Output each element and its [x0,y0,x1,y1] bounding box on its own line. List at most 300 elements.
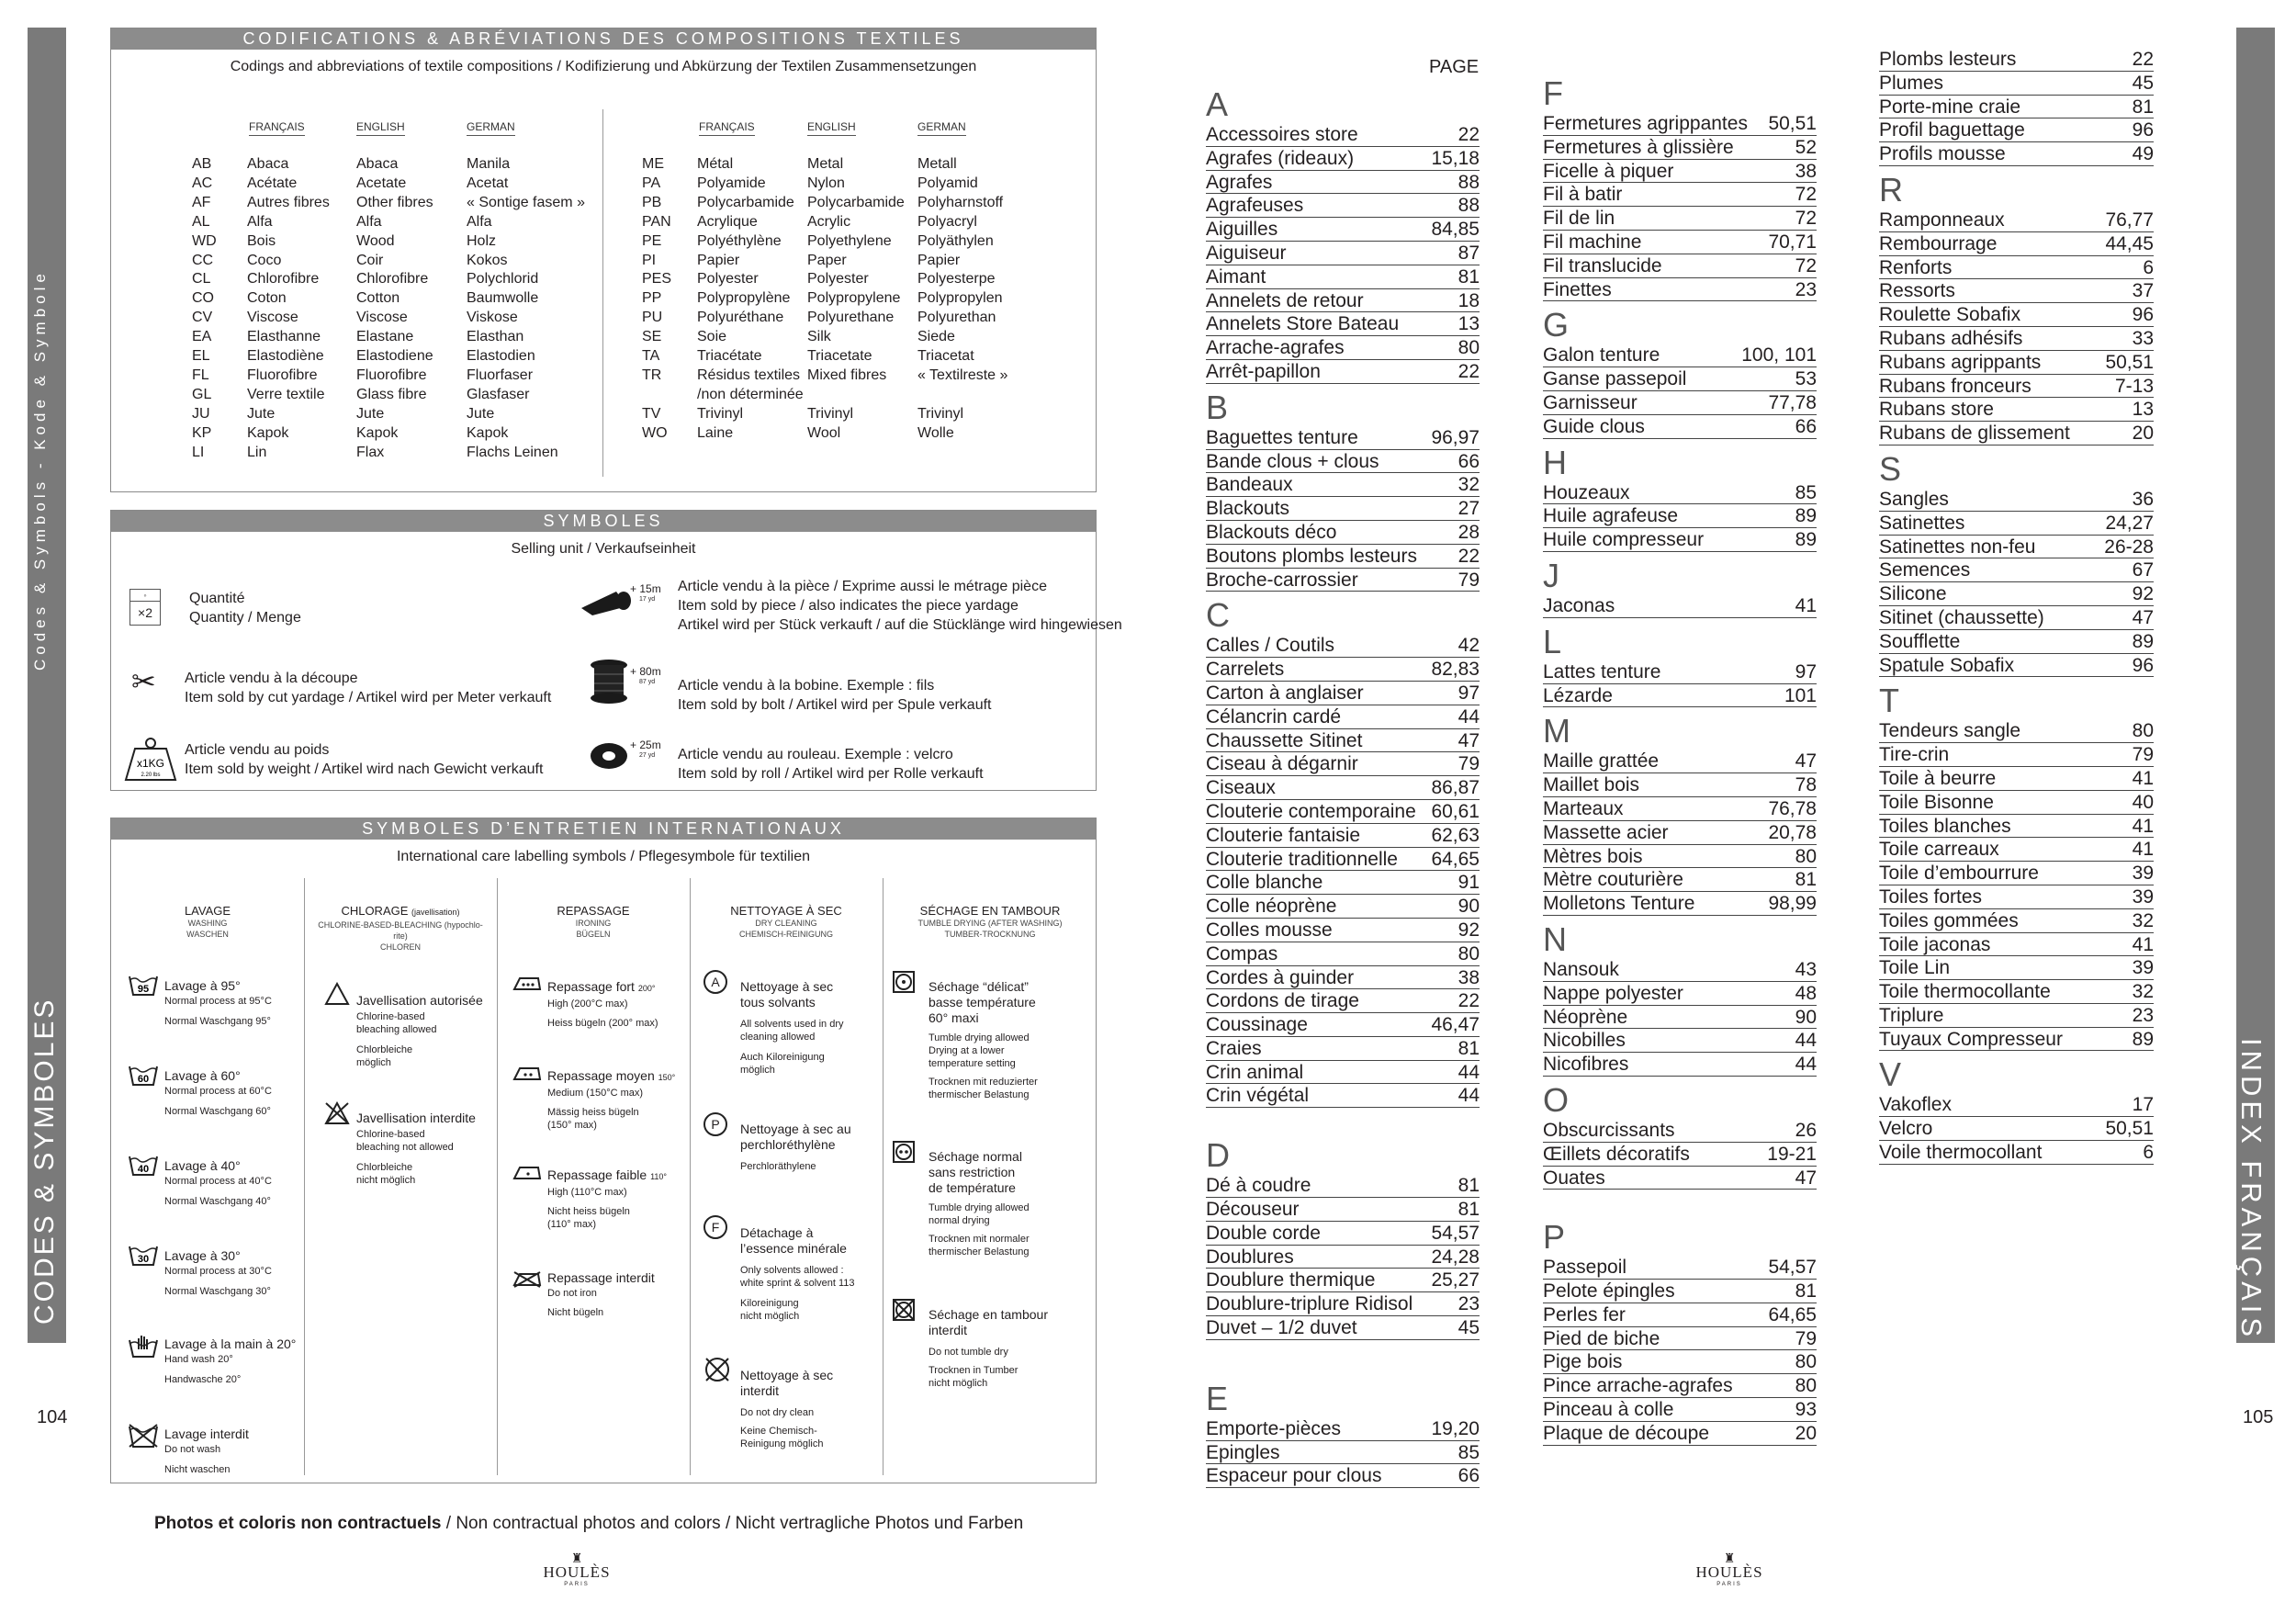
index-entry-label: Clouterie contemporaine [1206,800,1416,822]
index-entry[interactable] [1543,1029,1817,1053]
index-entry-page: 6 [2143,256,2154,278]
compositions-divider [602,109,603,477]
index-entry-page: 44 [1795,1054,1817,1076]
tumble-forbidden-icon [892,1298,916,1326]
index-entry[interactable] [1879,142,2154,166]
index-entry-page: 86,87 [1431,777,1480,799]
index-entry-page: 87 [1458,242,1480,264]
index-entry-page: 80 [1458,337,1480,359]
index-entry-label: Fil à batir [1543,184,1623,206]
care-divider-2 [497,878,498,1475]
index-entry[interactable] [1879,885,2154,909]
index-entry[interactable] [1206,871,1480,895]
index-entry[interactable] [1879,767,2154,791]
tumble-normal-text: Séchage normal sans restriction de température Tumble drying allowed normal drying Trocknen mit normaler thermischer Belastung [929,1149,1030,1257]
index-entry-page: 7-13 [2114,375,2154,397]
composition-name: Abaca [356,156,399,172]
index-entry[interactable] [1879,279,2154,303]
index-entry[interactable] [1879,582,2154,606]
index-entry[interactable] [1543,1327,1817,1351]
composition-code: LI [192,444,205,460]
index-entry[interactable] [1206,634,1480,658]
composition-code: PE [642,232,662,249]
index-entry[interactable] [1879,862,2154,885]
index-entry[interactable] [1206,752,1480,776]
index-entry-page: 25,27 [1431,1269,1480,1291]
index-entry-page: 13 [1458,313,1480,335]
index-entry[interactable] [1543,1167,1817,1190]
index-entry[interactable] [1543,982,1817,1006]
index-entry[interactable] [1206,521,1480,545]
index-entry[interactable] [1543,594,1817,618]
index-entry-label: Semences [1879,559,1971,581]
index-entry[interactable] [1543,231,1817,254]
index-entry-label: Obscurcissants [1543,1119,1675,1141]
index-entry[interactable] [1543,136,1817,160]
index-entry[interactable] [1879,72,2154,96]
index-entry[interactable] [1879,743,2154,767]
composition-name: Elasthan [467,329,524,345]
composition-name: Kokos [467,252,508,268]
index-entry-label: Dé à coudre [1206,1175,1311,1197]
index-letter: L [1543,622,1562,660]
index-entry-label: Profils mousse [1879,143,2006,165]
index-entry[interactable] [1206,895,1480,919]
index-entry[interactable] [1543,112,1817,136]
index-entry[interactable] [1206,265,1480,289]
composition-name: Acetate [356,175,407,191]
index-entry-label: Guide clous [1543,415,1645,437]
index-entry[interactable] [1206,147,1480,171]
col-head-en-2: ENGLISH [807,120,856,136]
composition-name: Acétate [247,175,298,191]
index-entry[interactable] [1543,773,1817,797]
composition-name: Manila [467,156,511,172]
index-entry[interactable] [1206,1441,1480,1465]
composition-name: Coir [356,252,384,268]
index-entry-page: 32 [2132,981,2154,1003]
index-entry[interactable] [1206,1037,1480,1061]
index-entry[interactable] [1206,450,1480,474]
dryclean-p-text: Nettoyage à sec au perchloréthylène Perchloräthylene [740,1122,851,1172]
composition-code: EL [192,348,210,364]
index-entry[interactable] [1879,536,2154,559]
index-entry-page: 36 [2132,488,2154,510]
index-entry-page: 90 [1795,1006,1817,1028]
composition-name: Polyester [697,271,759,288]
index-entry-page: 60,61 [1431,800,1480,822]
svg-text:2.20 lbs: 2.20 lbs [141,773,161,778]
index-entry-label: Néoprène [1543,1006,1628,1028]
index-entry[interactable] [1879,791,2154,815]
houles-logo-right: ♜ HOULÈS PARIS [1688,1552,1771,1587]
index-entry[interactable] [1543,207,1817,231]
sidebar-small-title: Codes & Symbols - Kode & Symbole [31,269,49,671]
index-entry-page: 91 [1458,872,1480,894]
index-entry-label: Fermetures à glissière [1543,136,1734,158]
washing-item: Lavage interdit Do not wash Nicht waschen [164,1427,249,1475]
index-entry[interactable] [1879,558,2154,582]
index-entry-page: 80 [1795,1351,1817,1373]
composition-name: Paper [807,252,847,268]
index-entry[interactable] [1206,497,1480,521]
index-entry[interactable] [1879,512,2154,536]
index-entry[interactable] [1543,684,1817,708]
index-entry-page: 22 [1458,990,1480,1012]
index-entry[interactable] [1543,1143,1817,1167]
index-entry[interactable] [1543,1053,1817,1077]
index-entry-page: 80 [1458,942,1480,964]
index-letter: J [1543,556,1559,594]
index-entry[interactable] [1543,391,1817,415]
index-letter: V [1879,1055,1902,1094]
index-entry[interactable] [1206,1174,1480,1198]
index-entry[interactable] [1206,1013,1480,1037]
index-entry[interactable] [1879,1004,2154,1028]
chlorine-head: CHLORAGE (javellisation) CHLORINE-BASED-BLEACHING (hypochlo- rite) CHLOREN [318,904,483,952]
index-entry[interactable] [1206,426,1480,450]
index-entry[interactable] [1879,209,2154,232]
index-entry[interactable] [1543,1006,1817,1030]
index-entry-page: 72 [1795,208,1817,230]
composition-name: Acrylique [697,213,758,230]
index-entry-label: Clouterie traditionnelle [1206,848,1398,870]
index-letter: T [1879,682,1899,720]
index-entry[interactable] [1879,118,2154,142]
index-entry-page: 54,57 [1768,1257,1817,1279]
index-column-3 [1879,48,2154,1165]
composition-name: Fluorofibre [356,367,427,383]
index-entry[interactable] [1206,1246,1480,1269]
index-entry[interactable] [1879,815,2154,839]
index-entry[interactable] [1879,630,2154,654]
index-entry[interactable] [1206,312,1480,336]
index-entry[interactable] [1206,848,1480,872]
index-entry[interactable] [1206,473,1480,497]
index-entry-page: 47 [2132,606,2154,628]
iron-low-text: Repassage faible 110° High (110°C max) Nicht heiss bügeln (110° max) [547,1167,668,1230]
index-entry-page: 47 [1795,750,1817,773]
index-entry-page: 76,77 [2105,209,2154,231]
index-entry[interactable] [1543,160,1817,184]
index-entry-page: 81 [1458,265,1480,288]
index-entry-page: 62,63 [1431,824,1480,846]
index-entry[interactable] [1879,256,2154,280]
composition-code: TA [642,348,660,364]
composition-code: CL [192,271,211,288]
index-entry-page: 92 [1458,919,1480,941]
index-entry[interactable] [1206,1061,1480,1085]
index-entry[interactable] [1543,254,1817,278]
composition-code: CV [192,310,213,326]
index-entry-label: Tendeurs sangle [1879,720,2021,742]
index-entry-label: Toile Lin [1879,957,1951,979]
index-entry-label: Célancrin cardé [1206,705,1342,727]
index-entry[interactable] [1206,171,1480,195]
index-entry-label: Carton à anglaiser [1206,682,1364,704]
composition-name: Holz [467,232,497,249]
index-entry[interactable] [1206,1316,1480,1340]
index-entry[interactable] [1206,1198,1480,1222]
index-entry-page: 96,97 [1431,426,1480,448]
index-entry-label: Garnisseur [1543,391,1638,413]
index-entry-page: 44 [1795,1030,1817,1052]
index-entry[interactable] [1879,327,2154,351]
index-entry-label: Ciseaux [1206,777,1276,799]
index-entry[interactable] [1206,705,1480,729]
index-entry-label: Nicobilles [1543,1030,1626,1052]
index-entry[interactable] [1543,1422,1817,1446]
index-entry[interactable] [1879,303,2154,327]
index-entry[interactable] [1206,218,1480,242]
care-divider-4 [883,878,884,1475]
composition-name: Polyesterpe [917,271,996,288]
composition-name: Kapok [356,424,399,441]
index-entry[interactable] [1206,942,1480,966]
index-entry-page: 96 [2132,654,2154,676]
col-head-de: GERMAN [467,120,515,136]
composition-name: Elasthanne [247,329,321,345]
index-entry-label: Toiles blanches [1879,815,2011,837]
index-entry-page: 90 [1458,896,1480,918]
index-entry-page: 32 [1458,474,1480,496]
washing-item: Lavage à 60° Normal process at 60°C Normal Waschgang 60° [164,1068,272,1117]
index-entry[interactable] [1206,569,1480,592]
index-entry[interactable] [1879,375,2154,399]
composition-name: Mixed fibres [807,367,887,383]
index-entry[interactable] [1879,1028,2154,1052]
index-entry[interactable] [1879,1093,2154,1117]
index-entry-page: 44 [1458,705,1480,727]
index-entry[interactable] [1206,545,1480,569]
index-entry[interactable] [1543,660,1817,684]
index-entry-page: 80 [1795,845,1817,867]
index-entry[interactable] [1879,1141,2154,1165]
index-entry-page: 76,78 [1768,797,1817,819]
index-entry-label: Double corde [1206,1222,1321,1244]
bleach-forbidden-text: Javellisation interdite Chlorine-based bleaching not allowed Chlorbleiche nicht möglich [356,1111,476,1186]
composition-name: Polyurethane [807,310,895,326]
index-entry[interactable] [1206,289,1480,313]
index-entry[interactable] [1206,658,1480,682]
index-sidebar-title: INDEX FRANÇAIS [2235,1038,2268,1342]
index-entry-page: 80 [2132,720,2154,742]
index-entry-page: 19-21 [1767,1143,1817,1165]
index-entry[interactable] [1543,367,1817,391]
index-entry-page: 84,85 [1431,219,1480,241]
index-entry[interactable] [1543,845,1817,869]
index-entry-label: Fermetures agrippantes [1543,113,1748,134]
index-entry-page: 41 [2132,839,2154,861]
index-letter: A [1206,85,1229,123]
composition-code: AC [192,175,213,191]
index-entry[interactable] [1206,1464,1480,1488]
index-entry[interactable] [1879,232,2154,256]
index-entry[interactable] [1879,719,2154,743]
composition-name: Bois [247,232,276,249]
index-entry[interactable] [1206,1292,1480,1316]
index-entry[interactable] [1206,194,1480,218]
index-entry-label: Aiguilles [1206,219,1278,241]
index-letter: S [1879,449,1902,488]
bobbin-icon [589,658,629,710]
index-entry-label: Doublure-triplure Ridisol [1206,1293,1413,1315]
index-entry[interactable] [1879,980,2154,1004]
index-entry-page: 78 [1795,774,1817,796]
index-entry-label: Tuyaux Compresseur [1879,1028,2063,1050]
index-entry[interactable] [1543,183,1817,207]
index-entry[interactable] [1879,398,2154,422]
index-entry[interactable] [1879,1117,2154,1141]
wash-95-icon [128,975,159,1001]
index-entry[interactable] [1206,776,1480,800]
index-entry-label: Houzeaux [1543,481,1630,503]
composition-code: WO [642,424,668,441]
composition-code: EA [192,329,212,345]
index-entry[interactable] [1206,1417,1480,1441]
index-entry[interactable] [1206,360,1480,384]
index-entry[interactable] [1206,682,1480,705]
index-entry-page: 23 [2132,1004,2154,1026]
index-entry[interactable] [1879,838,2154,862]
composition-name: Alfa [356,213,382,230]
index-entry[interactable] [1206,1269,1480,1292]
index-entry[interactable] [1206,966,1480,990]
index-entry[interactable] [1879,422,2154,445]
index-entry[interactable] [1543,1256,1817,1280]
index-entry[interactable] [1879,909,2154,933]
index-entry-label: Rubans de glissement [1879,423,2070,445]
index-entry[interactable] [1206,919,1480,942]
index-entry[interactable] [1543,958,1817,982]
index-entry[interactable] [1543,415,1817,439]
index-entry-label: Duvet – 1/2 duvet [1206,1317,1357,1339]
index-entry-label: Rubans agrippants [1879,351,2042,373]
index-entry[interactable] [1543,892,1817,916]
composition-name: Trivinyl [917,405,964,422]
index-entry-label: Maillet bois [1543,774,1640,796]
index-entry[interactable] [1206,729,1480,753]
composition-name: Laine [697,424,734,441]
index-entry[interactable] [1543,797,1817,821]
wash-40-icon [128,1155,159,1181]
index-entry-label: Compas [1206,942,1278,964]
index-entry[interactable] [1879,956,2154,980]
index-entry[interactable] [1543,1374,1817,1398]
symbols-box [110,510,1122,791]
composition-code: SE [642,329,662,345]
index-entry-page: 24,27 [2105,512,2154,534]
index-entry[interactable] [1543,278,1817,302]
index-entry[interactable] [1543,750,1817,773]
index-entry[interactable] [1206,242,1480,265]
index-entry-label: Fil translucide [1543,254,1662,276]
index-entry-page: 39 [2132,885,2154,908]
index-entry[interactable] [1543,868,1817,892]
index-entry-label: Roulette Sobafix [1879,304,2021,326]
index-entry[interactable] [1206,336,1480,360]
index-entry[interactable] [1206,824,1480,848]
index-entry-label: Plombs lesteurs [1879,49,2017,70]
index-entry[interactable] [1543,1119,1817,1143]
index-entry[interactable] [1543,504,1817,528]
col-head-fr: FRANÇAIS [249,120,305,136]
index-entry-label: Fil de lin [1543,208,1615,230]
index-entry[interactable] [1543,1398,1817,1422]
index-entry[interactable] [1543,821,1817,845]
bleach-forbidden-icon [324,1101,350,1130]
iron-high-text: Repassage fort 200° High (200°C max) Heiss bügeln (200° max) [547,979,658,1029]
composition-name: Chlorofibre [356,271,429,288]
washing-item: Lavage à 30° Normal process at 30°C Normal Waschgang 30° [164,1248,272,1297]
index-entry[interactable] [1879,488,2154,512]
care-symbols-box [110,818,1097,1483]
washing-head: LAVAGE WASHING WASCHEN [184,904,231,939]
index-entry-page: 38 [1458,966,1480,988]
index-entry[interactable] [1543,1280,1817,1303]
index-entry[interactable] [1879,96,2154,119]
index-entry-page: 22 [1458,545,1480,567]
index-entry[interactable] [1879,48,2154,72]
index-entry[interactable] [1879,654,2154,678]
index-entry-page: 6 [2143,1142,2154,1164]
index-entry[interactable] [1206,123,1480,147]
index-entry[interactable] [1206,989,1480,1013]
composition-name: Jute [247,405,276,422]
index-entry-page: 17 [2132,1094,2154,1116]
index-entry-page: 100, 101 [1741,344,1817,367]
index-entry-label: Ouates [1543,1167,1605,1189]
index-entry[interactable] [1543,481,1817,505]
index-entry-label: Craies [1206,1037,1262,1059]
index-letter: G [1543,306,1570,344]
index-entry-label: Découseur [1206,1199,1300,1221]
index-entry[interactable] [1879,606,2154,630]
index-entry[interactable] [1543,1303,1817,1327]
index-entry-page: 81 [1795,869,1817,891]
index-entry[interactable] [1879,351,2154,375]
composition-name: Silk [807,329,831,345]
composition-code: GL [192,386,212,402]
composition-name: Coton [247,290,287,307]
weight-icon [124,736,177,786]
index-letter: H [1543,443,1567,481]
index-entry[interactable] [1543,344,1817,367]
index-entry-page: 50,51 [2105,351,2154,373]
index-entry-page: 79 [2132,744,2154,766]
index-entry[interactable] [1206,1222,1480,1246]
page-number-left: 104 [37,1407,68,1427]
index-entry[interactable] [1206,1084,1480,1108]
index-entry[interactable] [1206,800,1480,824]
composition-code: JU [192,405,210,422]
composition-name: Other fibres [356,194,433,210]
tumble-normal-icon [892,1140,916,1168]
composition-name: Acrylic [807,213,851,230]
index-entry-page: 89 [1795,529,1817,551]
index-entry-label: Rubans adhésifs [1879,327,2023,349]
index-entry[interactable] [1543,1350,1817,1374]
index-entry[interactable] [1543,528,1817,552]
index-entry-label: Lézarde [1543,684,1613,706]
composition-name: Elastodiene [356,348,433,364]
index-entry-label: Nansouk [1543,958,1619,980]
index-entry[interactable] [1879,933,2154,957]
index-entry-page: 37 [2132,280,2154,302]
composition-name: Triacétate [697,348,762,364]
iron-low-icon [511,1164,544,1187]
index-entry-page: 89 [2132,630,2154,652]
